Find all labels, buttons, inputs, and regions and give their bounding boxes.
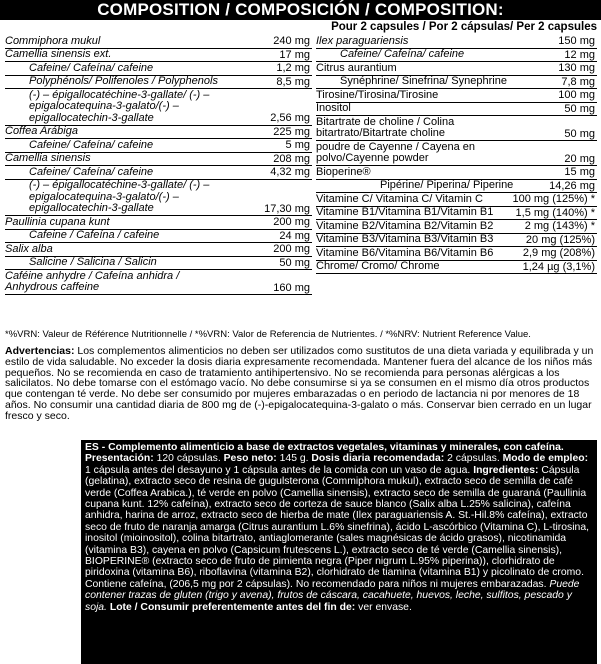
ingredient-amount: 5 mg [285,139,310,151]
composition-row [316,180,597,194]
composition-row [5,216,312,230]
es-lot-label: Lote / Consumir preferentemente antes del fin de: [109,601,356,613]
ingredient-amount: 200 mg [273,243,310,255]
ingredient-amount: 225 mg [273,125,310,138]
composition-row [316,62,597,76]
composition-row [316,261,597,275]
composition-row [5,49,312,63]
ingredient-amount: 24 mg [279,229,310,242]
composition-row [316,207,597,221]
es-dose-label: Dosis diaria recomendada: [311,453,445,465]
composition-row [5,76,312,90]
ingredient-amount: 20 mg (125%) [525,233,595,246]
nrv-footnote: *%VRN: Valeur de Référence Nutritionnelle / *%VRN: Valor de Referencia de Nutrientes. / *%NRV: Nutrient Reference Value. [5,329,531,340]
ingredient-amount: 100 mg (125%) * [512,193,595,205]
es-allergens: Puede contener trazas de gluten (trigo y avena), frutos de cáscara, cacahuete, huevos, leche, sulfitos, pescado y soja. [85,578,580,613]
ingredient-name: (-) – épigallocatéchine-3-gallate/ (-) – epigalocatequina-3-galato/(-) – epigallocatechin-3-gallate [29,179,210,214]
es-lead: ES - Complemento alimenticio a base de extractos vegetales, vitaminas y minerales, con cafeína. [85,442,564,453]
composition-row [316,234,597,248]
ingredient-amount: 1,2 mg [276,62,310,74]
ingredient-amount: 200 mg [273,216,310,228]
ingredient-amount: 160 mg [273,281,310,294]
ingredient-amount: 2 mg (143%) * [524,220,595,232]
ingredient-amount: 50 mg [279,256,310,269]
ingredient-amount: 150 mg [558,35,595,47]
composition-row [316,247,597,261]
ingredient-name: Vitamine B2/Vitamina B2/Vitamin B2 [316,219,494,232]
es-use: 1 cápsula antes del desayuno y 1 cápsula antes de la comida con un vaso de agua. [85,464,471,476]
ingredient-amount: 240 mg [273,35,310,47]
ingredient-amount: 15 mg [564,166,595,178]
composition-row [5,126,312,140]
composition-row [5,257,312,271]
es-dose: 2 cápsulas. [447,453,500,465]
composition-row [5,35,312,49]
es-presentation: 120 cápsulas. [156,453,221,465]
composition-row [316,166,597,180]
composition-row [316,220,597,234]
ingredient-name: Camellia sinensis [5,152,91,164]
ingredient-name: Bitartrate de choline / Colina bitartrato/Bitartrate choline [316,115,455,139]
composition-row [5,243,312,257]
ingredient-amount: 2,56 mg [270,112,310,124]
ingredient-name: Coffea Arábiga [5,125,78,137]
ingredient-name: Paullinia cupana kunt [5,215,110,228]
ingredient-amount: 17 mg [279,48,310,61]
composition-row [5,270,312,295]
composition-row [5,230,312,244]
composition-row [5,89,312,126]
composition-row [316,103,597,117]
ingredient-amount: 12 mg [564,48,595,61]
composition-left-column [5,35,312,295]
es-use-label: Modo de empleo: [502,453,589,465]
es-lot: ver envase. [358,601,412,613]
es-presentation-label: Presentación: [85,453,154,465]
composition-row [5,153,312,167]
ingredient-amount: 100 mg [558,89,595,101]
es-weight-label: Peso neto: [223,453,277,465]
ingredient-amount: 1,24 µg (3,1%) [522,260,595,273]
ingredient-amount: 130 mg [558,62,595,74]
ingredient-name: Tirosine/Tirosina/Tirosine [316,88,439,101]
warnings-block [5,346,597,422]
composition-row [316,89,597,103]
ingredient-name: Cafeine/ Cafeína/ cafeine [340,48,465,60]
es-weight: 145 g. [279,453,309,465]
composition-row [316,141,597,166]
ingredient-amount: 17,30 mg [264,202,310,215]
ingredient-name: Citrus aurantium [316,61,397,74]
composition-row [5,139,312,153]
es-ingredients: Cápsula (gelatina), extracto seco de resina de gugulsterona (Commiphora mukul), extracto seco de semilla de café verde (Coffea Arabica.), té verde en polvo (Camellia sinensis), extracto seco de semilla de guaraná (Paullinia cupana kunt. 12% cafeína), extracto seco de corteza de sauce blanco (Salix alba L.25% salicina), cafeína anhidra, harina de arroz, extracto seco de hierba de mate (Ilex paraguariensis A. St.-Hil.8% cafeína), extracto seco de fruto de naranja amarga (Citrus aurantium L.6% sinefrina), ácido L-ascórbico (Vitamina C), L-tirosina, inositol (mioinositol), colina bitartrato, antiaglomerante (sales magnésicas de ácido grasos), nicotinamida (vitamina B3), cayena en polvo (Capsicum frutescens L.), extracto seco de té verde (Camellia sinensis), BIOPERINE® (extracto seco de fruto de pimienta negra (Piper nigrum L.95% piperina)), clorhidrato de piridoxina (vitamina B6), riboflavina (vitamina B2), clorhidrato de tiamina (vitamina B1) y picolinato de cromo. Contiene cafeína, (206,5 mg por 2 cápsulas). No recomendado para niños ni mujeres embarazadas. [85,464,589,590]
ingredient-amount: 1,5 mg (140%) * [515,206,595,219]
ingredient-amount: 50 mg [564,102,595,115]
ingredient-name: Cafeine/ Cafeína/ cafeine [29,61,154,74]
ingredient-name: (-) – épigallocatéchine-3-gallate/ (-) – epigalocatequina-3-galato/(-) – epigallocatechin-3-gallate [29,88,210,124]
ingredient-name: Caféine anhydre / Cafeína anhidra / Anhydrous caffeine [5,269,180,293]
ingredient-name: Vitamine B6/Vitamina B6/Vitamin B6 [316,246,494,259]
ingredient-name: Salicine / Salicina / Salicin [29,256,157,268]
warnings-title: Advertencias: [5,345,75,357]
ingredient-amount: 8,5 mg [276,75,310,88]
ingredient-amount: 208 mg [273,152,310,165]
ingredient-amount: 2,9 mg (208%) [522,247,595,259]
ingredient-amount: 50 mg [564,127,595,140]
composition-row [5,166,312,180]
composition-header: COMPOSITION / COMPOSICIÓN / COMPOSITION: [0,0,601,20]
ingredient-amount: 7,8 mg [561,75,595,88]
ingredient-name: poudre de Cayenne / Cayena en polvo/Cayenne powder [316,140,476,164]
ingredient-name: Cafeine/ Cafeína/ cafeine [29,165,154,178]
composition-row [316,193,597,207]
ingredient-name: Chrome/ Cromo/ Chrome [316,260,440,272]
ingredient-name: Bioperine® [316,165,371,178]
composition-row [316,116,597,141]
warnings-text: Los complementos alimenticios no deben ser utilizados como sustitutos de una dieta variada y equilibrada y un estilo de vida saludable. No exceder la dosis diaria expresamente recomendada. Mantener fuera del alcance de los niños más pequeños. No se recomienda en caso de tratamiento antihipertensivo. No se recomienda para personas alérgicas a los salicilatos. No debe tomarse con el estómago vacío. No debe consumirse si ya se consumen en el mismo día otros productos que contengan té verde. No debe ser consumido por mujeres embarazadas o en periodo de lactancia ni por menores de 18 años. No consumir una cantidad diaria de 800 mg de (-)-epigalocatequina-3-galato o más. Conservar bien cerrado en un lugar fresco y seco. [5,345,594,422]
ingredient-name: Cafeine/ Cafeína/ cafeine [29,138,154,151]
ingredient-name: Vitamine B3/Vitamina B3/Vitamin B3 [316,233,494,245]
ingredient-name: Polyphénols/ Polifenoles / Polyphenols [29,75,218,87]
per-capsules-label: Pour 2 capsules / Por 2 cápsulas/ Per 2 capsules [331,21,597,33]
ingredient-name: Salix alba [5,242,53,255]
ingredient-name: Commiphora mukul [5,34,101,47]
es-ingredients-label: Ingredientes: [473,464,539,476]
ingredient-name: Cafeine / Cafeína / cafeine [29,229,160,241]
ingredient-amount: 4,32 mg [270,166,310,178]
composition-row [316,35,597,49]
composition-right-column [316,35,597,274]
composition-row [5,62,312,76]
composition-row [316,76,597,90]
ingredient-name: Synéphrine/ Sinefrina/ Synephrine [340,75,507,87]
composition-row [5,180,312,217]
ingredient-amount: 14,26 mg [549,179,595,192]
ingredient-name: Camellia sinensis ext. [5,48,112,60]
ingredient-name: Pipérine/ Piperina/ Piperine [380,179,514,191]
ingredient-name: Ilex paraguariensis [316,34,409,47]
ingredient-name: Vitamine C/ Vitamina C/ Vitamin C [316,192,483,205]
spanish-label-block [81,440,597,664]
ingredient-amount: 20 mg [564,152,595,165]
ingredient-name: Inositol [316,102,351,114]
ingredient-name: Vitamine B1/Vitamina B1/Vitamin B1 [316,206,494,218]
composition-row [316,49,597,63]
